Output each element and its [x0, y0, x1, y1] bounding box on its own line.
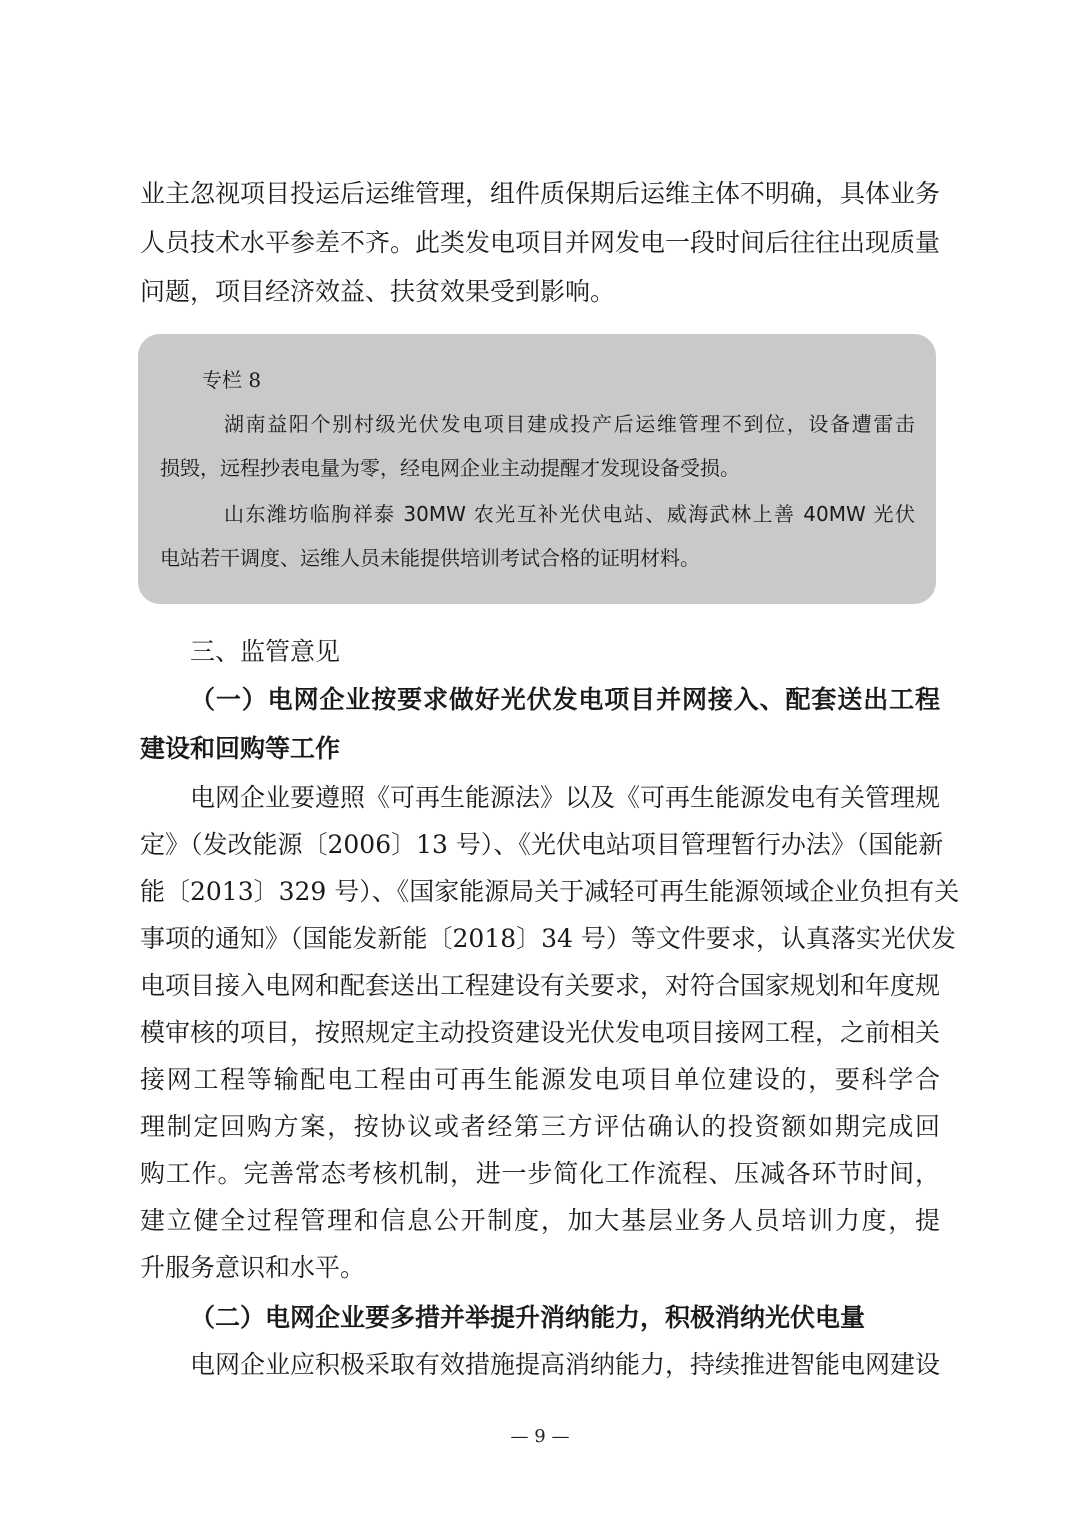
subsection-one-body-line-10: 建立健全过程管理和信息公开制度，加大基层业务人员培训力度，提	[140, 1206, 940, 1235]
sidebar-box-line-3: 山东潍坊临朐祥泰 30MW 农光互补光伏电站、威海武林上善 40MW 光伏	[224, 502, 915, 526]
subsection-one-body-line-6: 模审核的项目，按照规定主动投资建设光伏发电项目接网工程，之前相关	[140, 1018, 941, 1047]
sidebar-box-line-2: 损毁，远程抄表电量为零，经电网企业主动提醒才发现设备受损。	[160, 456, 740, 480]
subsection-one-body-line-5: 电项目接入电网和配套送出工程建设有关要求，对符合国家规划和年度规	[140, 971, 941, 1000]
subsection-one-body-line-2: 定》（发改能源〔2006〕13 号）、《光伏电站项目管理暂行办法》（国能新	[140, 830, 944, 859]
subsection-one-body-line-3: 能〔2013〕329 号）、《国家能源局关于减轻可再生能源领域企业负担有关	[140, 877, 960, 906]
page-number: — 9 —	[510, 1426, 570, 1447]
subsection-one-heading-line-1: （一）电网企业按要求做好光伏发电项目并网接入、配套送出工程	[190, 685, 940, 714]
subsection-one-body-line-9: 购工作。完善常态考核机制，进一步简化工作流程、压减各环节时间，	[140, 1159, 940, 1188]
sidebar-box-line-4: 电站若干调度、运维人员未能提供培训考试合格的证明材料。	[160, 546, 700, 570]
section-three-title: 三、监管意见	[190, 637, 341, 666]
subsection-two-body-line-1: 电网企业应积极采取有效措施提高消纳能力，持续推进智能电网建设	[190, 1350, 941, 1379]
intro-line-2: 人员技术水平参差不齐。此类发电项目并网发电一段时间后往往出现质量	[140, 228, 941, 257]
subsection-one-body-line-8: 理制定回购方案，按协议或者经第三方评估确认的投资额如期完成回	[140, 1112, 940, 1141]
subsection-one-heading-line-2: 建设和回购等工作	[140, 734, 341, 763]
subsection-two-heading: （二）电网企业要多措并举提升消纳能力，积极消纳光伏电量	[190, 1303, 866, 1332]
subsection-one-body-line-11: 升服务意识和水平。	[140, 1253, 366, 1282]
subsection-one-body-line-7: 接网工程等输配电工程由可再生能源发电项目单位建设的，要科学合	[140, 1065, 940, 1094]
subsection-one-body-line-1: 电网企业要遵照《可再生能源法》以及《可再生能源发电有关管理规	[190, 783, 941, 812]
sidebar-box-line-1: 湖南益阳个别村级光伏发电项目建成投产后运维管理不到位，设备遭雷击	[224, 412, 915, 436]
sidebar-box-title: 专栏 8	[202, 368, 262, 392]
subsection-one-body-line-4: 事项的通知》（国能发新能〔2018〕34 号）等文件要求，认真落实光伏发	[140, 924, 956, 953]
intro-line-1: 业主忽视项目投运后运维管理，组件质保期后运维主体不明确，具体业务	[140, 179, 941, 208]
intro-line-3: 问题，项目经济效益、扶贫效果受到影响。	[140, 277, 616, 306]
